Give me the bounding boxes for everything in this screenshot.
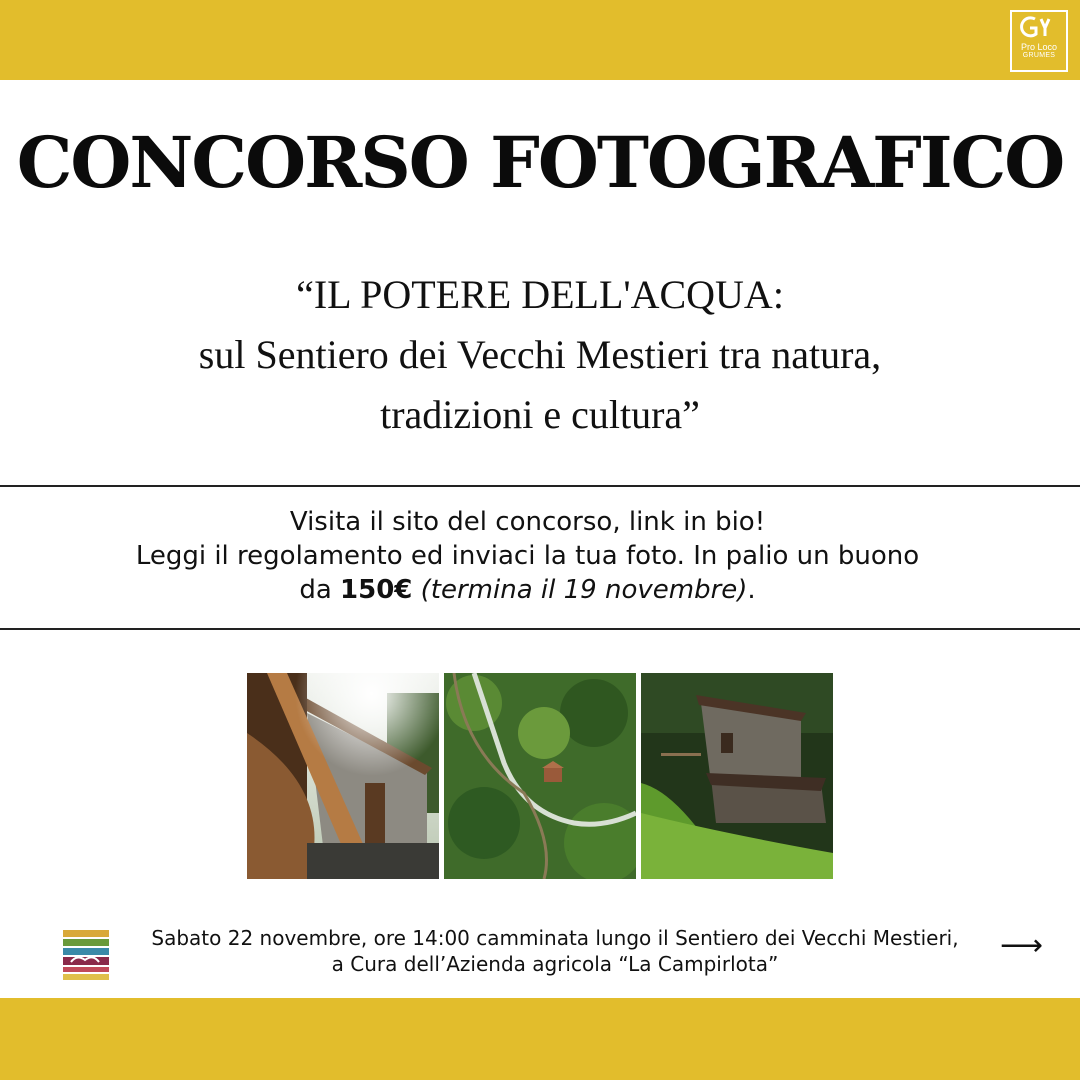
azienda-agricola-logo: [63, 930, 109, 980]
deadline-note: (termina il 19 novembre): [420, 575, 748, 605]
divider-bottom: [0, 628, 1080, 630]
logo-line-1: Pro Loco: [1020, 42, 1058, 52]
pro-loco-emblem-icon: [1019, 14, 1059, 42]
prize-amount: 150€: [340, 575, 413, 605]
theme-line-1: “IL POTERE DELL'ACQUA:: [296, 272, 784, 317]
info-line-2: Leggi il regolamento ed inviaci la tua foto. In palio un buono: [135, 541, 920, 571]
photo-aerial-forest: [444, 673, 636, 879]
contest-info: [60, 505, 995, 607]
page-title: CONCORSO FOTOGRAFICO: [16, 121, 1064, 204]
photo-watermill: [247, 673, 439, 879]
info-line-3-prefix: da: [299, 575, 341, 605]
event-line-2: a Cura dell’Azienda agricola “La Campirlota”: [331, 952, 779, 976]
photo-stone-mills: [641, 673, 833, 879]
arrow-right-icon[interactable]: ⟶: [1000, 929, 1044, 962]
pro-loco-logo: [1010, 10, 1068, 72]
theme-line-2: sul Sentiero dei Vecchi Mestieri tra natura,: [198, 332, 882, 377]
theme-line-3: tradizioni e cultura”: [380, 392, 700, 437]
top-banner: [0, 0, 1080, 80]
bottom-banner: [0, 998, 1080, 1080]
contest-theme: [40, 265, 1040, 445]
info-line-3: [60, 573, 995, 607]
photo-gallery: [247, 673, 833, 879]
info-line-3-suffix: .: [747, 575, 756, 605]
event-announcement: [120, 925, 990, 977]
divider-top: [0, 485, 1080, 487]
event-line-1: Sabato 22 novembre, ore 14:00 camminata lungo il Sentiero dei Vecchi Mestieri,: [151, 926, 959, 950]
info-line-1: Visita il sito del concorso, link in bio!: [289, 507, 766, 537]
logo-line-2: GRUMES: [1022, 52, 1056, 59]
